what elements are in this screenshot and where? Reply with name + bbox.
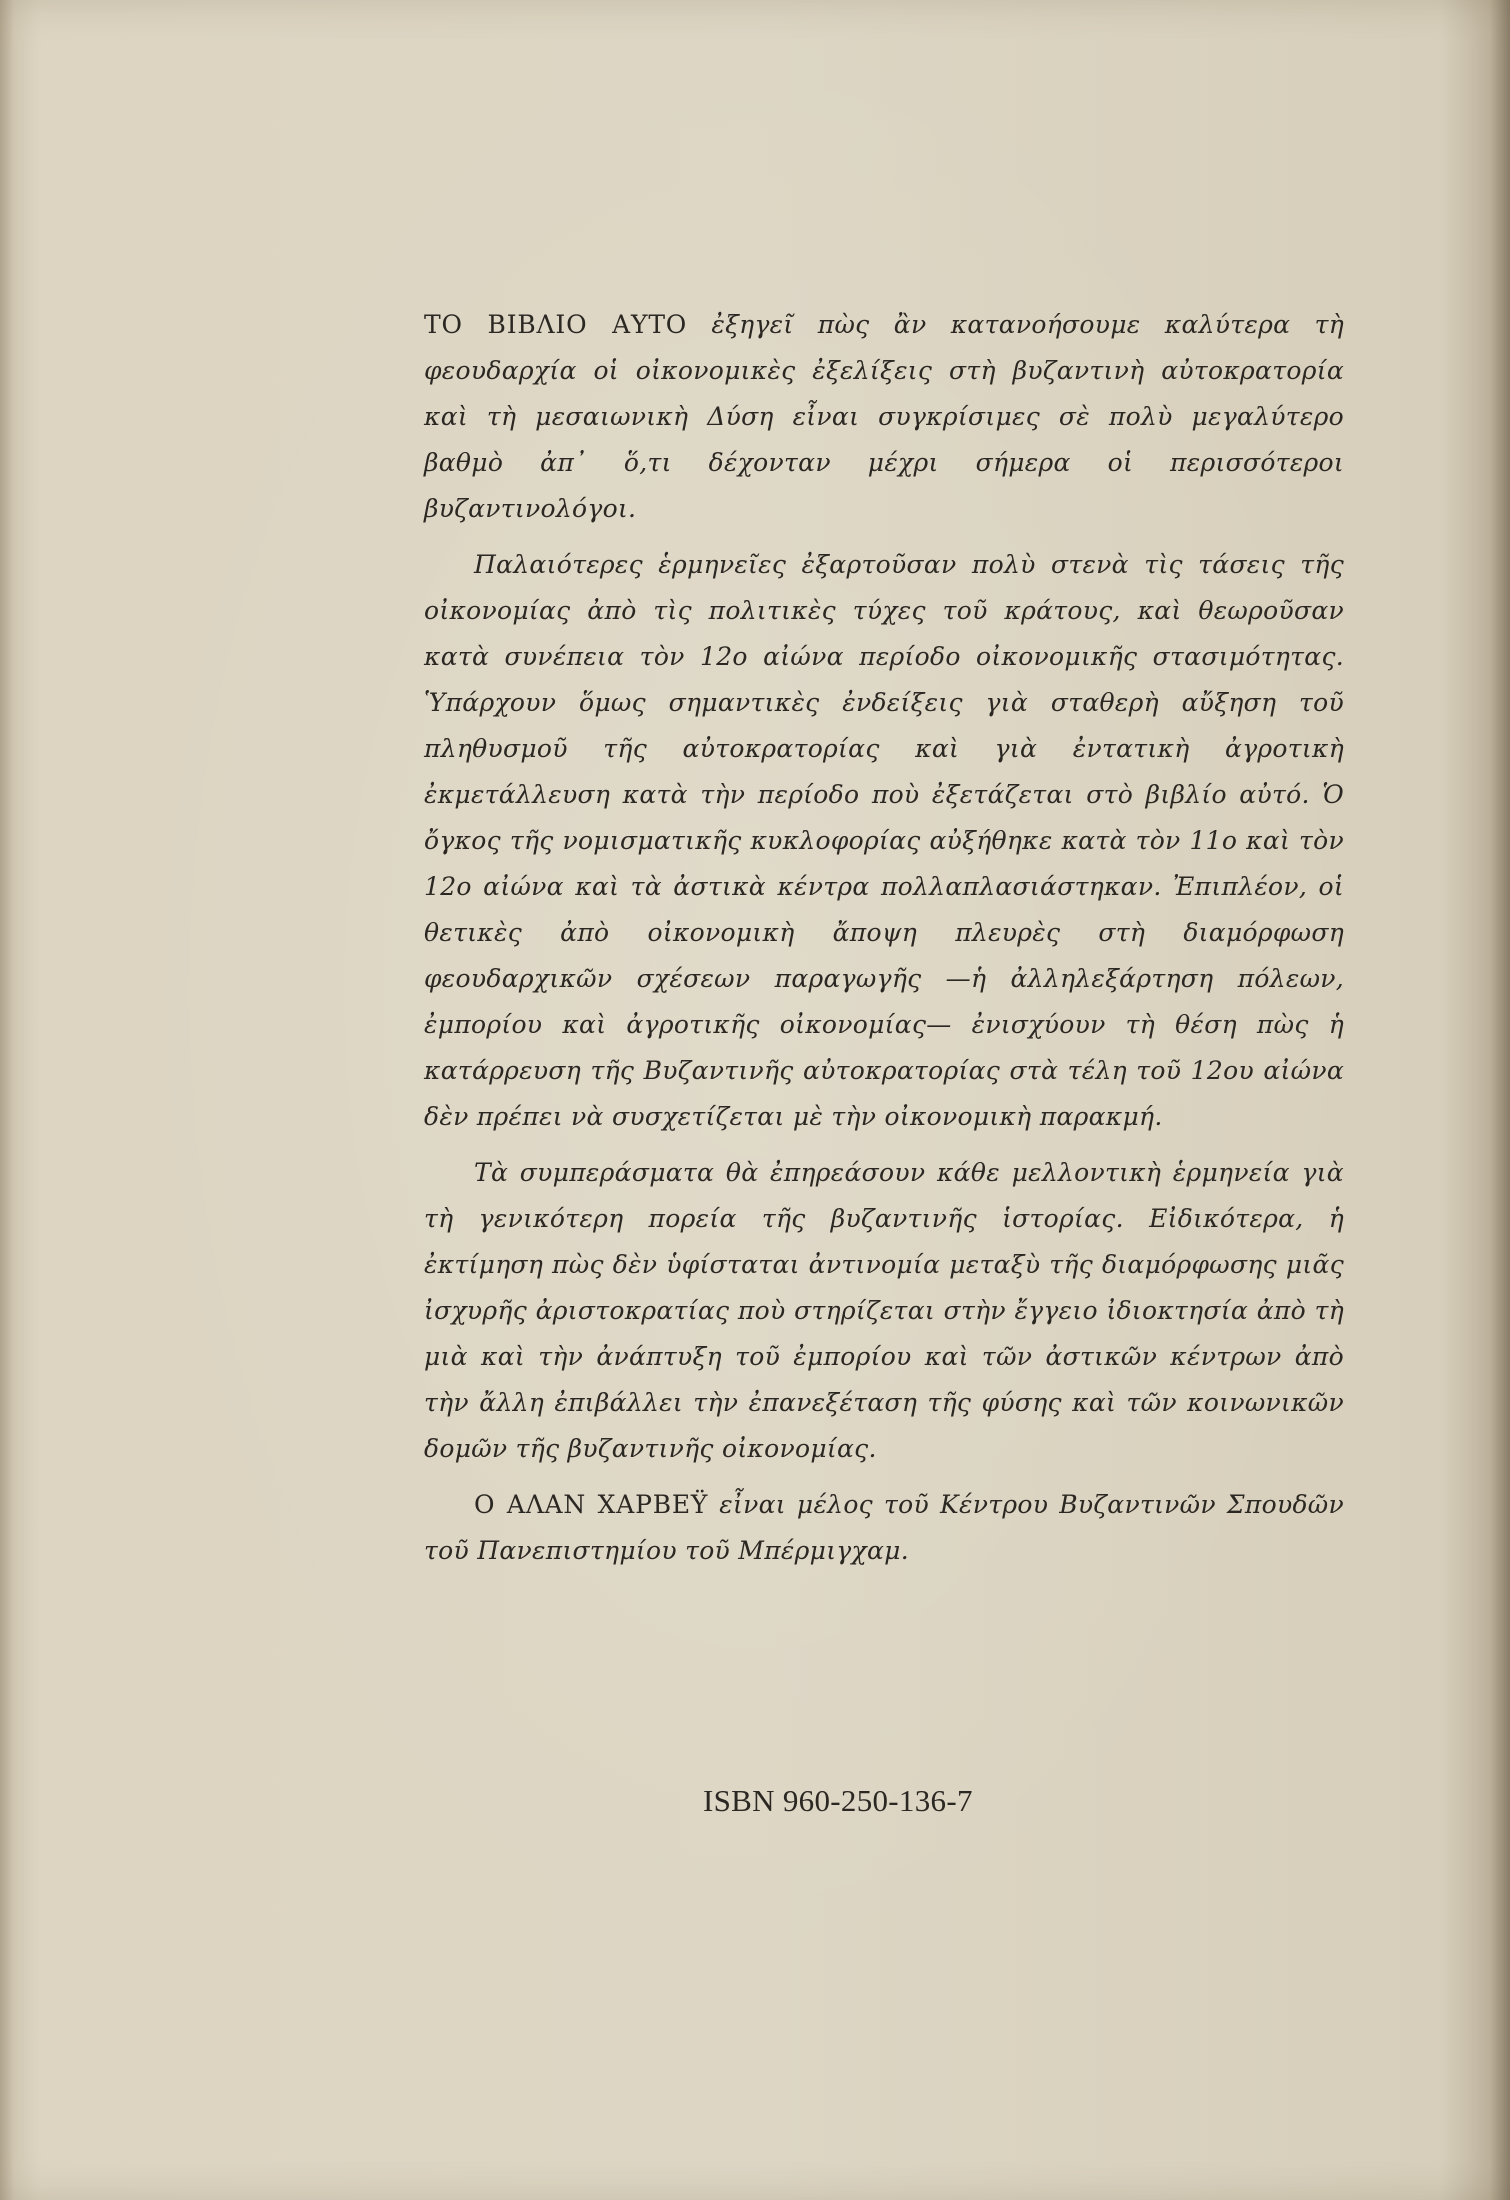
paragraph-intro (424, 302, 1344, 532)
book-intro-lead: ΤΟ ΒΙΒΛΙΟ ΑΥΤΟ (424, 310, 688, 339)
paragraph-economy: Παλαιότερες ἑρμηνεῖες ἐξαρτοῦσαν πολὺ στενὰ τὶς τάσεις τῆς οἰκονομίας ἀπὸ τὶς πολιτικὲς τύχες τοῦ κράτους, καὶ θεωροῦσαν κατὰ συνέπεια τὸν 12ο αἰώνα περίοδο οἰκονομικῆς στασιμότητας. Ὑπάρχουν ὅμως σημαντικὲς ἐνδείξεις γιὰ σταθερὴ αὔξηση τοῦ πληθυσμοῦ τῆς αὐτοκρατορίας καὶ γιὰ ἐντατικὴ ἀγροτικὴ ἐκμετάλλευση κατὰ τὴν περίοδο ποὺ ἐξετάζεται στὸ βιβλίο αὐτό. Ὁ ὄγκος τῆς νομισματικῆς κυκλοφορίας αὐξήθηκε κατὰ τὸν 11ο καὶ τὸν 12ο αἰώνα καὶ τὰ ἀστικὰ κέντρα πολλαπλασιάστηκαν. Ἐπιπλέον, οἱ θετικὲς ἀπὸ οἰκονομικὴ ἄποψη πλευρὲς στὴ διαμόρφωση φεουδαρχικῶν σχέσεων παραγωγῆς —ἡ ἀλληλεξάρτηση πόλεων, ἐμπορίου καὶ ἀγροτικῆς οἰκονομίας— ἐνισχύουν τὴ θέση πὼς ἡ κατάρρευση τῆς Βυζαντινῆς αὐτοκρατορίας στὰ τέλη τοῦ 12ου αἰώνα δὲν πρέπει νὰ συσχετίζεται μὲ τὴν οἰκονομικὴ παρακμή. (424, 550, 1344, 1131)
paragraph-author (424, 1482, 1344, 1574)
blurb-text (424, 302, 1344, 1584)
paragraph-1-text: ἐξηγεῖ πὼς ἂν κατανοήσουμε καλύτερα τὴ φεουδαρχία οἱ οἰκονομικὲς ἐξελίξεις στὴ βυζαντινὴ αὐτοκρατορία καὶ τὴ μεσαιωνικὴ Δύση εἶναι συγκρίσιμες σὲ πολὺ μεγαλύτερο βαθμὸ ἀπ᾽ ὅ,τι δέχονταν μέχρι σήμερα οἱ περισσότεροι βυζαντινολόγοι. (424, 310, 1344, 523)
paragraph-conclusions: Τὰ συμπεράσματα θὰ ἐπηρεάσουν κάθε μελλοντικὴ ἑρμηνεία γιὰ τὴ γενικότερη πορεία τῆς βυζαντινῆς ἱστορίας. Εἰδικότερα, ἡ ἐκτίμηση πὼς δὲν ὑφίσταται ἀντινομία μεταξὺ τῆς διαμόρφωσης μιᾶς ἰσχυρῆς ἀριστοκρατίας ποὺ στηρίζεται στὴν ἔγγειο ἰδιοκτησία ἀπὸ τὴ μιὰ καὶ τὴν ἀνάπτυξη τοῦ ἐμπορίου καὶ τῶν ἀστικῶν κέντρων ἀπὸ τὴν ἄλλη ἐπιβάλλει τὴν ἐπανεξέταση τῆς φύσης καὶ τῶν κοινωνικῶν δομῶν τῆς βυζαντινῆς οἰκονομίας. (424, 1158, 1344, 1463)
author-note: εἶναι μέλος τοῦ Κέντρου Βυζαντινῶν Σπουδῶν τοῦ Πανεπιστημίου τοῦ Μπέρμιγχαμ. (424, 1490, 1344, 1565)
isbn-number: ISBN 960-250-136-7 (703, 1783, 973, 1818)
author-name: Ο ΑΛΑΝ ΧΑΡΒΕΫ (474, 1490, 709, 1519)
